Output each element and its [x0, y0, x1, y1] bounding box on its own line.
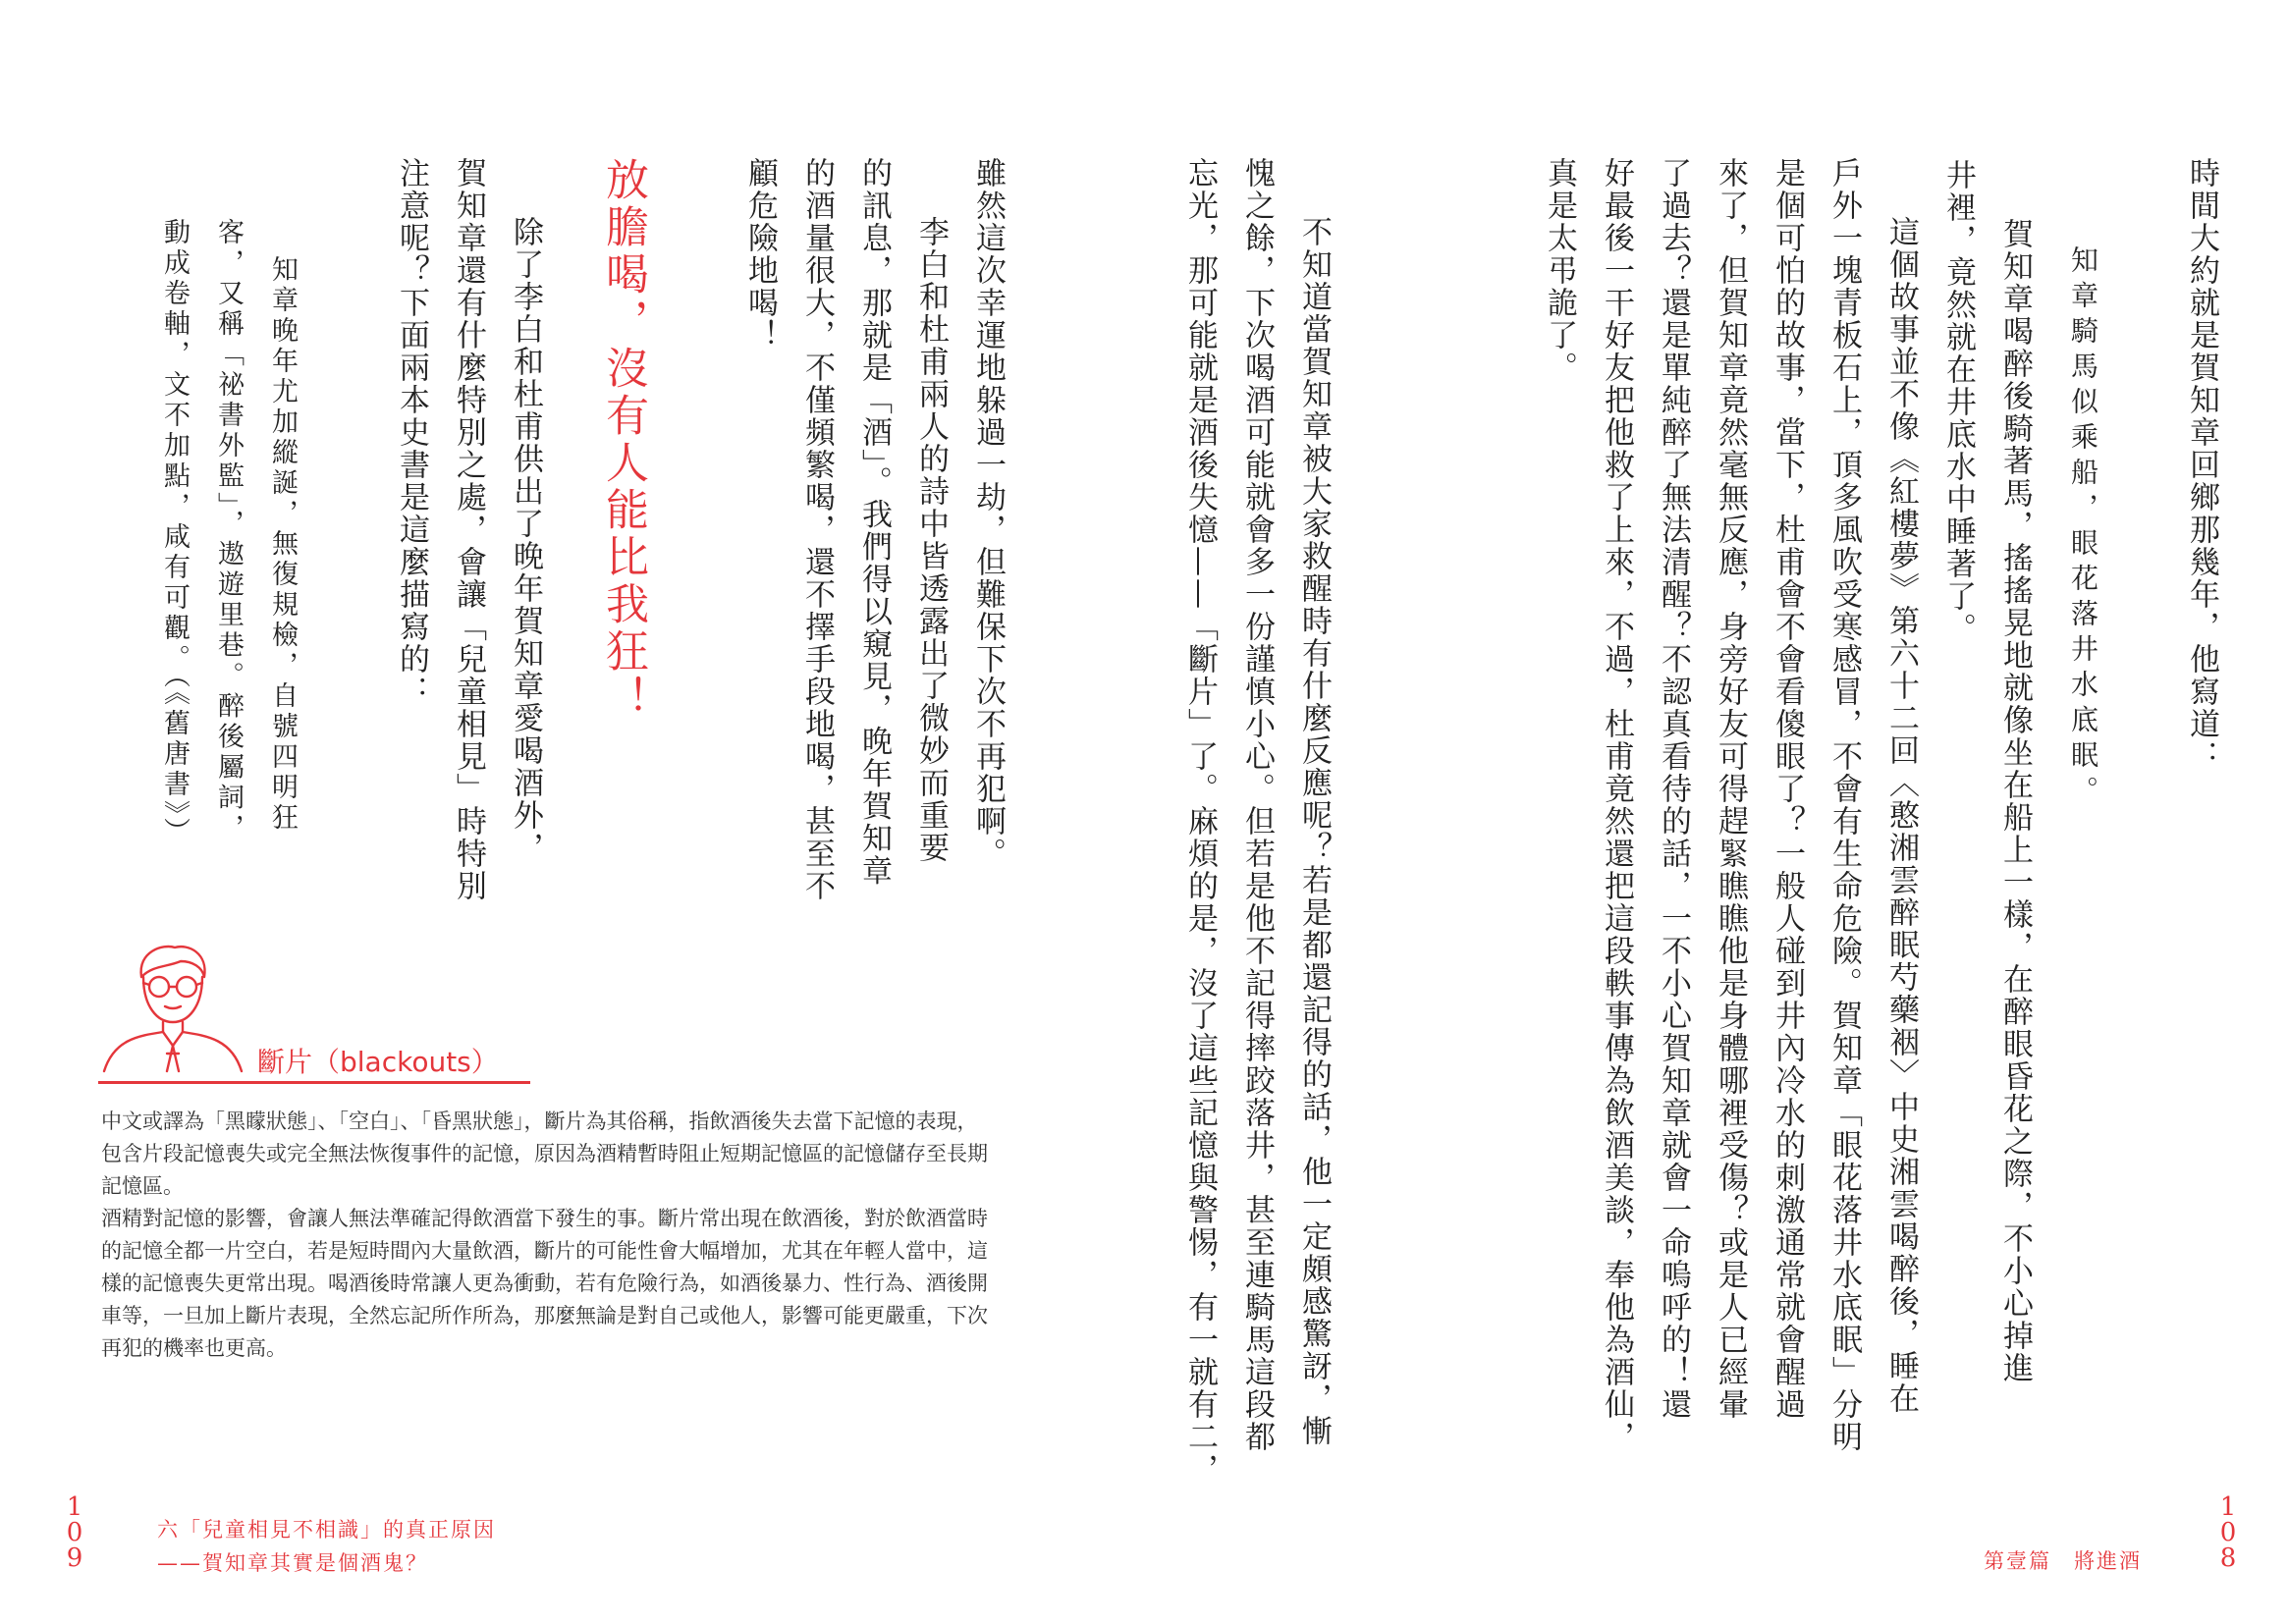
right-paragraph-2: [1531, 157, 1930, 1453]
page-number-left: 109: [66, 1492, 83, 1573]
note-title: 斷片（blackouts）: [257, 1046, 499, 1078]
left-p1-line: 李白和杜甫兩人的詩中皆透露出了微妙而重要: [913, 216, 949, 864]
note-title-rule: [98, 1081, 530, 1084]
left-paragraph-2: [383, 157, 554, 902]
note-paragraph: 中文或譯為「黑矇狀態」、「空白」、「昏黑狀態」，斷片為其俗稱，指飲酒後失去當下記憶的表現，包含片段記憶喪失或完全無法恢復事件的記憶，原因為酒精暫時阻止短期記憶區的記憶儲存至長期記憶區。: [101, 1110, 988, 1198]
chapter-footer: 第壹篇 將進酒: [1984, 1549, 2142, 1573]
man-with-glasses-icon: [98, 938, 245, 1075]
historical-quote: [147, 218, 309, 848]
right-p2-line: 來了，但賀知章竟然毫無反應，身旁好友可得趕緊瞧瞧他是身體哪裡受傷？或是人已經暈: [1713, 157, 1748, 1421]
right-p2-line: 是個可怕的故事，當下，杜甫會不會看傻眼了？一般人碰到井內冷水的刺激通常就會醒過: [1770, 157, 1805, 1421]
right-paragraph-3: [1172, 157, 1342, 1486]
chapter-title-line: 六「兒童相見不相識」的真正原因: [157, 1518, 496, 1542]
left-p1-line: 的訊息，那就是「酒」。我們得以窺見，晚年賀知章: [856, 157, 892, 888]
right-p3-line: 愧之餘，下次喝酒可能就會多一份謹慎小心。但若是他不記得摔跤落井，甚至連騎馬這段都: [1239, 157, 1275, 1453]
right-p3-line: 忘光，那可能就是酒後失憶——「斷片」了。麻煩的是，沒了這些記憶與警惕，有一就有二，: [1182, 157, 1218, 1486]
poem-line: 知章騎馬似乘船，眼花落井水底眠。: [2067, 245, 2099, 811]
right-p1-line: 井裡，竟然就在井底水中睡著了。: [1940, 159, 1976, 645]
right-p2-line: 了過去？還是單純醉了無法清醒？不認真看待的話，一不小心賀知章就會一命嗚呼的！還: [1656, 157, 1691, 1421]
right-paragraph-1: [1930, 159, 2044, 1384]
note-paragraph: 酒精對記憶的影響，會讓人無法準確記得飲酒當下發生的事。斷片常出現在飲酒後，對於飲酒當時的記憶全都一片空白，若是短時間內大量飲酒，斷片的可能性會大幅增加，尤其在年輕人當中，這樣的記憶喪失更常出現。喝酒後時常讓人更為衝動，若有危險行為，如酒後暴力、性行為、酒後開車等，一旦加上斷片表現，全然忘記所作所為，那麼無論是對自己或他人，影響可能更嚴重，下次再犯的機率也更高。: [101, 1207, 988, 1360]
quote-line: 動成卷軸，文不加點，咸有可觀。（《舊唐書》）: [159, 218, 190, 848]
chapter-subtitle-line: ——賀知章其實是個酒鬼？: [157, 1551, 428, 1575]
right-p2-line: 好最後一干好友把他救了上來，不過，杜甫竟然還把這段軼事傳為飲酒美談，奉他為酒仙，: [1599, 157, 1634, 1453]
right-p1-line: 賀知章喝醉後騎著馬，搖搖晃地就像坐在船上一樣，在醉眼昏花之際，不小心掉進: [1997, 218, 2033, 1384]
left-p1-line: 雖然這次幸運地躲過一劫，但難保下次不再犯啊。: [970, 157, 1006, 870]
left-p1-line: 顧危險地喝！: [742, 157, 778, 352]
quote-line: 客，又稱「祕書外監」，遨遊里巷。醉後屬詞，: [213, 218, 244, 844]
left-p2-line: 除了李白和杜甫供出了晚年賀知章愛喝酒外，: [508, 216, 543, 864]
note-body: [101, 1106, 997, 1365]
chapter-title-footer: [157, 1513, 496, 1580]
left-p2-line: 注意呢？下面兩本史書是這麼描寫的：: [394, 157, 429, 708]
left-p1-line: 的酒量很大，不僅頻繁喝，還不擇手段地喝，甚至不: [799, 157, 835, 902]
right-p3-line: 不知道當賀知章被大家救醒時有什麼反應呢？若是都還記得的話，他一定頗感驚訝，慚: [1296, 216, 1332, 1447]
right-col-1: 時間大約就是賀知章回鄉那幾年，他寫道：: [2184, 157, 2219, 773]
right-p2-line: 這個故事並不像《紅樓夢》第六十二回〈憨湘雲醉眠芍藥裀〉中史湘雲喝醉後，睡在: [1883, 216, 1919, 1415]
page-number-right: 108: [2219, 1492, 2237, 1573]
quote-line: 知章晚年尤加縱誕，無復規檢，自號四明狂: [267, 255, 298, 834]
section-heading: 放膽喝，沒有人能比我狂！: [598, 157, 648, 723]
left-paragraph-1: [732, 157, 1016, 902]
right-p2-line: 真是太弔詭了。: [1542, 157, 1577, 384]
left-p2-line: 賀知章還有什麼特別之處，會讓「兒童相見」時特別: [451, 157, 486, 902]
right-p2-line: 戶外一塊青板石上，頂多風吹受寒感冒，不會有生命危險。賀知章「眼花落井水底眠」分明: [1826, 157, 1862, 1453]
